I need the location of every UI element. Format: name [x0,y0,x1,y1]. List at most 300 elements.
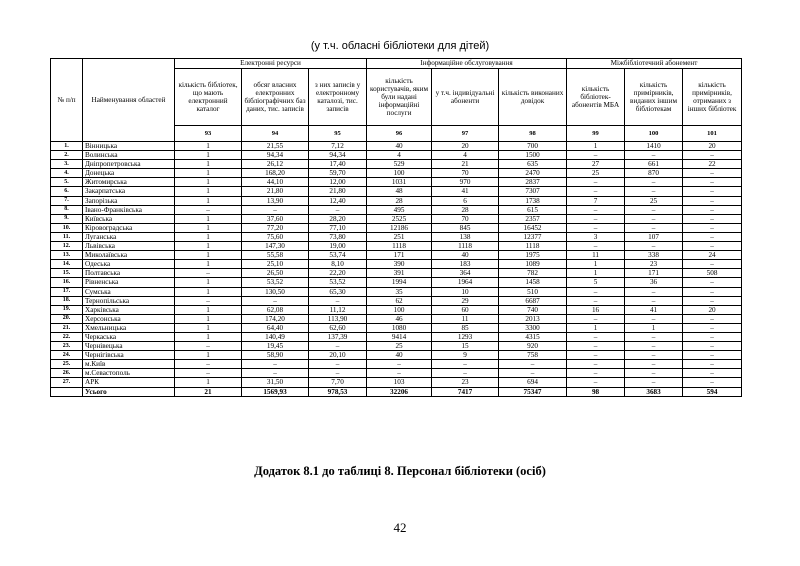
total-cell: 21 [175,387,242,396]
table-cell: 21 [432,160,499,169]
table-cell: 25 [567,169,625,178]
table-cell: 21,55 [242,142,309,151]
table-cell: 1 [175,142,242,151]
row-number: 16. [51,278,83,287]
table-row [51,342,742,351]
table-cell: 20,10 [309,351,367,360]
table-cell: 2013 [499,314,567,323]
table-cell: 24 [683,251,742,260]
table-row [51,160,742,169]
column-number: 97 [432,126,499,142]
region-name: Одеська [83,260,175,269]
table-cell: – [242,369,309,378]
table-cell: 60 [432,305,499,314]
table-cell: 1 [175,151,242,160]
table-cell: – [367,360,432,369]
table-cell: 495 [367,205,432,214]
header-subcolumn: обсяг власних електронних бібліографічних баз даних, тис. записів [242,69,309,126]
table-cell: 16 [567,305,625,314]
total-cell: 3683 [625,387,683,396]
row-number: 10. [51,223,83,232]
table-cell: 1 [175,260,242,269]
total-label: Усього [83,387,175,396]
header-subcolumn: кількість бібліотек, що мають електронний каталог [175,69,242,126]
table-cell: – [625,360,683,369]
table-cell: 661 [625,160,683,169]
table-cell: 3300 [499,323,567,332]
table-row [51,296,742,305]
region-name: Рівненська [83,278,175,287]
table-cell: – [567,223,625,232]
region-name: Житомирська [83,178,175,187]
region-name: Вінницька [83,142,175,151]
table-cell: – [499,369,567,378]
table-cell: 845 [432,223,499,232]
table-row [51,351,742,360]
table-cell: 26,50 [242,269,309,278]
table-cell: 25,10 [242,260,309,269]
table-cell: 6687 [499,296,567,305]
table-cell: 1 [175,278,242,287]
table-cell: 28,20 [309,214,367,223]
table-cell: – [625,205,683,214]
table-cell: 100 [367,305,432,314]
table-cell: – [567,351,625,360]
table-row [51,223,742,232]
region-name: Київська [83,214,175,223]
table-cell: 338 [625,251,683,260]
row-number: 17. [51,287,83,296]
table-cell: – [683,278,742,287]
table-cell: 41 [432,187,499,196]
column-number: 95 [309,126,367,142]
total-cell: 32206 [367,387,432,396]
region-name: Херсонська [83,314,175,323]
table-cell: 1458 [499,278,567,287]
table-cell: 65,30 [309,287,367,296]
table-cell: 9414 [367,332,432,341]
column-number: 94 [242,126,309,142]
column-number: 98 [499,126,567,142]
table-cell: – [242,360,309,369]
table-cell: 113,90 [309,314,367,323]
table-cell: 4315 [499,332,567,341]
row-number: 24. [51,351,83,360]
region-name: Закарпатська [83,187,175,196]
region-name: Хмельницька [83,323,175,332]
table-cell: 62 [367,296,432,305]
table-cell: 7307 [499,187,567,196]
table-cell: 1410 [625,142,683,151]
row-number: 3. [51,160,83,169]
table-row [51,214,742,223]
table-cell: – [309,205,367,214]
region-name: Запорізька [83,196,175,205]
header-subcolumn: у т.ч. індивідуальні абоненти [432,69,499,126]
table-cell: 62,08 [242,305,309,314]
table-cell: 2837 [499,178,567,187]
table-cell: 11 [432,314,499,323]
table-cell: 28 [432,205,499,214]
table-cell: 700 [499,142,567,151]
table-cell: 36 [625,278,683,287]
table-cell: 94,34 [309,151,367,160]
table-cell: – [175,369,242,378]
row-number: 2. [51,151,83,160]
region-name: Волинська [83,151,175,160]
region-name: Черкаська [83,332,175,341]
region-name: м.Київ [83,360,175,369]
table-cell: 740 [499,305,567,314]
table-cell: 40 [367,142,432,151]
table-cell: 6 [432,196,499,205]
table-cell: – [175,342,242,351]
table-cell: 1 [175,232,242,241]
row-number: 1. [51,142,83,151]
region-name: Чернігівська [83,351,175,360]
table-cell: 20 [432,142,499,151]
table-cell: 70 [432,214,499,223]
table-cell: 1089 [499,260,567,269]
table-cell: – [309,360,367,369]
table-cell: 48 [367,187,432,196]
table-cell: – [175,205,242,214]
table-cell: – [499,360,567,369]
table-cell: 1 [175,351,242,360]
table-cell: 1 [175,305,242,314]
table-cell: 1 [175,242,242,251]
row-number: 20. [51,314,83,323]
column-number: 96 [367,126,432,142]
table-cell: 174,20 [242,314,309,323]
table-cell: 1118 [432,242,499,251]
table-cell: – [683,332,742,341]
table-cell: 1 [175,196,242,205]
row-number: 19. [51,305,83,314]
table-cell: 1 [175,287,242,296]
total-cell: 594 [683,387,742,396]
header-group-electronic: Електронні ресурси [175,59,367,69]
table-cell: 75,60 [242,232,309,241]
table-cell: – [683,369,742,378]
row-number: 22. [51,332,83,341]
table-cell: 27 [567,160,625,169]
table-cell: 100 [367,169,432,178]
table-cell: 62,60 [309,323,367,332]
table-cell: 94,34 [242,151,309,160]
table-cell: 758 [499,351,567,360]
table-cell: – [432,360,499,369]
table-cell: 70 [432,169,499,178]
table-cell: – [567,287,625,296]
table-cell: 1975 [499,251,567,260]
table-cell: – [625,187,683,196]
table-cell: – [175,269,242,278]
table-cell: 28 [367,196,432,205]
table-cell: – [683,351,742,360]
table-cell: – [567,332,625,341]
total-cell: 7417 [432,387,499,396]
table-cell: 55,58 [242,251,309,260]
region-name: Тернопільська [83,296,175,305]
library-statistics-table [50,58,742,397]
row-number: 27. [51,378,83,387]
table-cell: – [175,296,242,305]
table-cell: – [567,314,625,323]
table-cell: 11,12 [309,305,367,314]
table-cell: 130,50 [242,287,309,296]
table-cell: – [683,196,742,205]
table-cell: 77,10 [309,223,367,232]
table-cell: – [242,205,309,214]
table-cell: 615 [499,205,567,214]
table-cell: 22,20 [309,269,367,278]
table-cell: 1 [175,214,242,223]
table-cell: 25 [625,196,683,205]
table-cell: 26,12 [242,160,309,169]
table-cell: 1118 [367,242,432,251]
table-row [51,242,742,251]
table-cell: 31,50 [242,378,309,387]
table-cell: – [625,314,683,323]
table-cell: 171 [625,269,683,278]
column-number: 93 [175,126,242,142]
table-cell: 46 [367,314,432,323]
row-number: 12. [51,242,83,251]
table-cell: 1 [625,323,683,332]
table-cell: 12,00 [309,178,367,187]
table-subtitle: (у т.ч. обласні бібліотеки для дітей) [310,40,490,52]
table-cell: 1 [175,323,242,332]
table-cell: 107 [625,232,683,241]
table-cell: 29 [432,296,499,305]
table-row [51,278,742,287]
table-cell: 41 [625,305,683,314]
table-cell: 1 [567,323,625,332]
region-name: Львівська [83,242,175,251]
table-cell: 9 [432,351,499,360]
table-cell: 2357 [499,214,567,223]
table-row [51,251,742,260]
table-cell: – [683,169,742,178]
table-cell: – [309,342,367,351]
table-cell: – [683,232,742,241]
table-cell: 251 [367,232,432,241]
table-cell: – [625,178,683,187]
table-cell: 7,70 [309,378,367,387]
total-cell: 978,53 [309,387,367,396]
table-cell: – [683,242,742,251]
row-number: 25. [51,360,83,369]
region-name: м.Севастополь [83,369,175,378]
table-cell: – [683,378,742,387]
table-cell: – [242,296,309,305]
table-cell: – [625,151,683,160]
table-row [51,323,742,332]
table-cell: 782 [499,269,567,278]
table-cell: – [625,378,683,387]
table-cell: – [683,287,742,296]
table-cell: – [683,260,742,269]
table-cell: – [567,187,625,196]
header-group-info-service: Інформаційне обслуговування [367,59,567,69]
table-cell: 21,80 [309,187,367,196]
header-subcolumn: з них записів у електронному каталозі, тис. записів [309,69,367,126]
table-cell: – [367,369,432,378]
table-cell: 85 [432,323,499,332]
table-cell: 19,00 [309,242,367,251]
table-cell: 529 [367,160,432,169]
table-cell: 16452 [499,223,567,232]
table-cell: 1118 [499,242,567,251]
row-number: 7. [51,196,83,205]
table-cell: 1 [567,142,625,151]
table-cell: – [625,296,683,305]
table-row [51,369,742,378]
table-cell: 1 [175,160,242,169]
table-cell: 183 [432,260,499,269]
table-cell: 1738 [499,196,567,205]
table-cell: – [625,342,683,351]
table-cell: – [567,178,625,187]
table-cell: 59,70 [309,169,367,178]
table-cell: 508 [683,269,742,278]
appendix-caption: Додаток 8.1 до таблиці 8. Персонал бібліотеки (осіб) [254,464,546,478]
table-cell: 390 [367,260,432,269]
table-cell: 391 [367,269,432,278]
header-subcolumn: кількість примірників, отриманих з інших бібліотек [683,69,742,126]
table-cell: 64,40 [242,323,309,332]
header-subcolumn: кількість користувачів, яким були надані інформаційні послуги [367,69,432,126]
table-cell: 22 [683,160,742,169]
table-cell: – [683,187,742,196]
region-name: Кіровоградська [83,223,175,232]
table-cell: 870 [625,169,683,178]
table-cell: – [625,214,683,223]
total-number-cell [51,387,83,396]
table-cell: 12,40 [309,196,367,205]
table-row [51,196,742,205]
table-cell: 147,30 [242,242,309,251]
table-cell: – [625,369,683,378]
table-cell: 1 [175,378,242,387]
table-cell: – [683,178,742,187]
table-cell: 53,52 [309,278,367,287]
region-name: Полтавська [83,269,175,278]
table-cell: 1 [175,223,242,232]
table-cell: 1031 [367,178,432,187]
header-group-interlibrary: Міжбібліотечний абонемент [567,59,742,69]
table-cell: 17,40 [309,160,367,169]
table-cell: – [625,223,683,232]
row-number: 23. [51,342,83,351]
table-row [51,169,742,178]
table-cell: – [683,314,742,323]
table-cell: – [567,242,625,251]
region-name: АРК [83,378,175,387]
table-cell: 40 [367,351,432,360]
row-number: 14. [51,260,83,269]
table-cell: 2470 [499,169,567,178]
table-cell: 103 [367,378,432,387]
table-cell: – [625,332,683,341]
table-cell: – [683,360,742,369]
table-cell: 1964 [432,278,499,287]
table-cell: 23 [432,378,499,387]
table-row [51,151,742,160]
table-cell: 137,39 [309,332,367,341]
table-cell: 1 [175,169,242,178]
table-cell: – [625,242,683,251]
table-cell: 7 [567,196,625,205]
table-cell: 35 [367,287,432,296]
row-number: 21. [51,323,83,332]
table-cell: 12186 [367,223,432,232]
table-cell: 5 [567,278,625,287]
column-number: 99 [567,126,625,142]
header-number: № п/п [51,59,83,142]
table-cell: – [567,214,625,223]
table-cell: 1 [175,314,242,323]
table-row [51,305,742,314]
row-number: 6. [51,187,83,196]
region-name: Чернівецька [83,342,175,351]
table-cell: – [567,369,625,378]
table-cell: 25 [367,342,432,351]
column-number: 100 [625,126,683,142]
total-row [51,387,742,396]
region-name: Харківська [83,305,175,314]
table-cell: 970 [432,178,499,187]
table-cell: 510 [499,287,567,296]
table-row [51,287,742,296]
table-cell: 694 [499,378,567,387]
table-row [51,178,742,187]
table-cell: 10 [432,287,499,296]
table-cell: 364 [432,269,499,278]
table-cell: 1 [175,178,242,187]
table-row [51,187,742,196]
table-cell: 4 [367,151,432,160]
table-cell: – [567,205,625,214]
table-cell: 20 [683,142,742,151]
region-name: Дніпропетровська [83,160,175,169]
table-row [51,360,742,369]
table-row [51,269,742,278]
total-cell: 1569,93 [242,387,309,396]
table-cell: 15 [432,342,499,351]
table-cell: – [683,151,742,160]
table-cell: 19,45 [242,342,309,351]
table-row [51,378,742,387]
table-cell: – [683,342,742,351]
row-number: 9. [51,214,83,223]
table-cell: 23 [625,260,683,269]
region-name: Івано-Франківська [83,205,175,214]
table-cell: 4 [432,151,499,160]
table-cell: 635 [499,160,567,169]
table-cell: – [625,287,683,296]
table-cell: – [683,296,742,305]
table-cell: 1994 [367,278,432,287]
table-cell: 1080 [367,323,432,332]
table-cell: 21,80 [242,187,309,196]
region-name: Миколаївська [83,251,175,260]
table-cell: 7,12 [309,142,367,151]
row-number: 26. [51,369,83,378]
row-number: 4. [51,169,83,178]
table-cell: 11 [567,251,625,260]
